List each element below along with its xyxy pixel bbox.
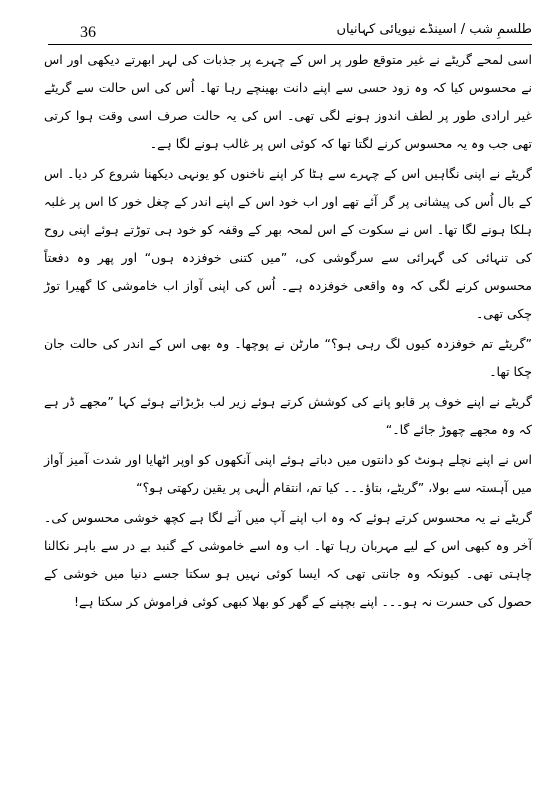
running-title: طلسمِ شب / اسینڈے نیویائی کہانیاں: [336, 22, 532, 37]
paragraph-6: گریٹے نے یہ محسوس کرتے ہوئے کہ وہ اب اپنے آپ میں آنے لگا ہے کچھ خوشی محسوس کی۔ آخر وہ کبھی اس کے لیے مہربان رہا تھا۔ اب وہ اسے خاموشی کے گنبد بے در سے باہر نکالنا چاہتی تھی۔ کیونکہ وہ جانتی تھی کہ ایسا کوئی نہیں ہو سکتا جسے دنیا میں خوشی کے حصول کی حسرت نہ ہو۔۔۔ اپنے بچپنے کے گھر کو بھلا کبھی کوئی فراموش کر سکتا ہے!: [44, 510, 532, 609]
page-header: [48, 20, 532, 48]
page-number: 36: [80, 24, 96, 41]
header-divider: [48, 44, 532, 45]
paragraph-5: اس نے اپنے نچلے ہونٹ کو دانتوں میں دباتے ہوئے اپنی آنکھوں کو اوپر اٹھایا اور شدت آمیز آواز میں آہستہ سے بولا، ”گریٹے، بتاؤ۔۔۔ کیا تم، انتقام الٰہی پر یقین رکھتی ہو؟“: [44, 452, 532, 495]
paragraph-3: ”گریٹے تم خوفزدہ کیوں لگ رہی ہو؟“ مارٹن نے پوچھا۔ وہ بھی اس کے اندر کی حالت جان چکا تھا۔: [44, 336, 532, 379]
paragraph-2: گریٹے نے اپنی نگاہیں اس کے چہرے سے ہٹا کر اپنے ناخنوں کو یونہی دیکھنا شروع کر دیا۔ اس کے بال اُس کی پیشانی پر گر آئے تھے اور اب خود اس کے اپنے اندر کے چغل خور کا اس پر غلبہ ہلکا ہونے لگا تھا۔ اس نے سکوت کے اس لمحہ بھر کے وقفہ کو خود ہی توڑتے ہوئے اپنی روح کی تنہائی کی گہرائی سے سرگوشی کی، ”میں کتنی خوفزدہ ہوں“ اور پھر وہ دفعتاً محسوس کرنے لگی کہ وہ واقعی خوفزدہ ہے۔ اُس کی اپنی آواز اب خاموشی کا گھیرا توڑ چکی تھی۔: [44, 166, 532, 321]
paragraph-4: گریٹے نے اپنے خوف پر قابو پانے کی کوشش کرتے ہوئے زیر لب بڑبڑاتے ہوئے کہا ”مجھے ڈر ہے کہ وہ مجھے چھوڑ جائے گا۔“: [44, 394, 532, 437]
page-body: [44, 46, 532, 618]
paragraph-1: اسی لمحے گریٹے نے غیر متوقع طور پر اس کے چہرے پر جذبات کی لہر ابھرتے دیکھی اور اس نے محسوس کیا کہ وہ زود حسی سے اپنے دانت بھینچے رہا تھا۔ اُس کی اس حالت سے گریٹے غیر ارادی طور پر لطف اندوز ہونے لگی تھی۔ اس کی یہ حالت صرف اسی وقت ہوا کرتی تھی جب وہ یہ محسوس کرنے لگتا تھا کہ کوئی اس پر غالب ہونے لگا ہے۔: [44, 52, 532, 151]
